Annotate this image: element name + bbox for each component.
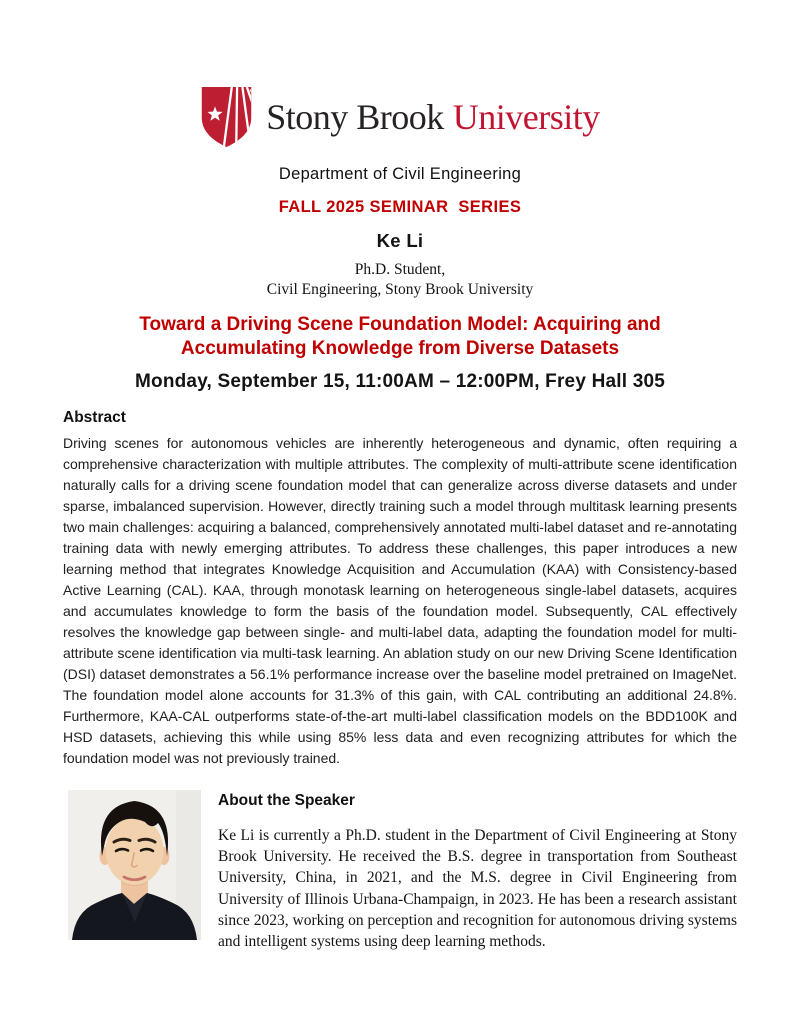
talk-title: Toward a Driving Scene Foundation Model: Acquiring and Accumulating Knowledge from Diverse Datasets	[139, 314, 661, 359]
speaker-title-line1: Ph.D. Student,	[354, 261, 446, 278]
seminar-series-title: FALL 2025 SEMINAR SERIES	[278, 198, 522, 216]
about-speaker-column	[218, 790, 737, 952]
speaker-title-line2: Civil Engineering, Stony Brook University	[266, 281, 534, 298]
university-wordmark	[266, 99, 600, 135]
sbu-shield-icon	[200, 86, 253, 148]
department-name: Department of Civil Engineering	[278, 165, 522, 183]
about-speaker-heading: About the Speaker	[218, 792, 355, 809]
wordmark-primary: Stony Brook	[266, 97, 444, 137]
wordmark-secondary: University	[452, 97, 600, 137]
abstract-body: Driving scenes for autonomous vehicles are inherently heterogeneous and dynamic, often requiring a comprehensive characterization with multiple attributes. The complexity of multi-attribute scene identification naturally calls for a driving scene foundation model that can generalize across diverse datasets and under sparse, imbalanced supervision. However, directly training such a model through multitask learning presents two main challenges: acquiring a balanced, comprehensively annotated multi-label dataset and re-annotating training data with newly emerging attributes. To address these challenges, this paper introduces a new learning method that integrates Knowledge Acquisition and Accumulation (KAA) with Consistency-based Active Learning (CAL). KAA, through monotask learning on heterogeneous single-label datasets, acquires and accumulates knowledge to form the basis of the foundation model. Subsequently, CAL effectively resolves the knowledge gap between single- and multi-label data, adapting the foundation model for multi-attribute scene identification via multi-task learning. An ablation study on our new Driving Scene Identification (DSI) dataset demonstrates a 56.1% performance increase over the baseline model pretrained on ImageNet. The foundation model alone accounts for 31.3% of this gain, with CAL contributing an additional 24.8%. Furthermore, KAA-CAL outperforms state-of-the-art multi-label classification models on the BDD100K and HSD datasets, achieving this while using 85% less data and even recognizing attributes for which the foundation model was not previously trained.	[63, 435, 737, 766]
talk-schedule: Monday, September 15, 11:00AM – 12:00PM, Frey Hall 305	[134, 371, 665, 392]
abstract-heading: Abstract	[63, 409, 126, 426]
university-logo	[63, 0, 737, 148]
about-speaker-section	[63, 790, 737, 952]
speaker-photo	[68, 790, 201, 940]
speaker-bio: Ke Li is currently a Ph.D. student in the Department of Civil Engineering at Stony Brook University. He received the B.S. degree in transportation from Southeast University, China, in 2021, and the M.S. degree in Civil Engineering from University of Illinois Urbana-Champaign, in 2023. He has been a research assistant since 2023, working on perception and recognition for autonomous driving systems and intelligent systems using deep learning methods.	[218, 827, 737, 951]
speaker-affiliation	[63, 260, 737, 300]
speaker-name: Ke Li	[376, 230, 424, 251]
